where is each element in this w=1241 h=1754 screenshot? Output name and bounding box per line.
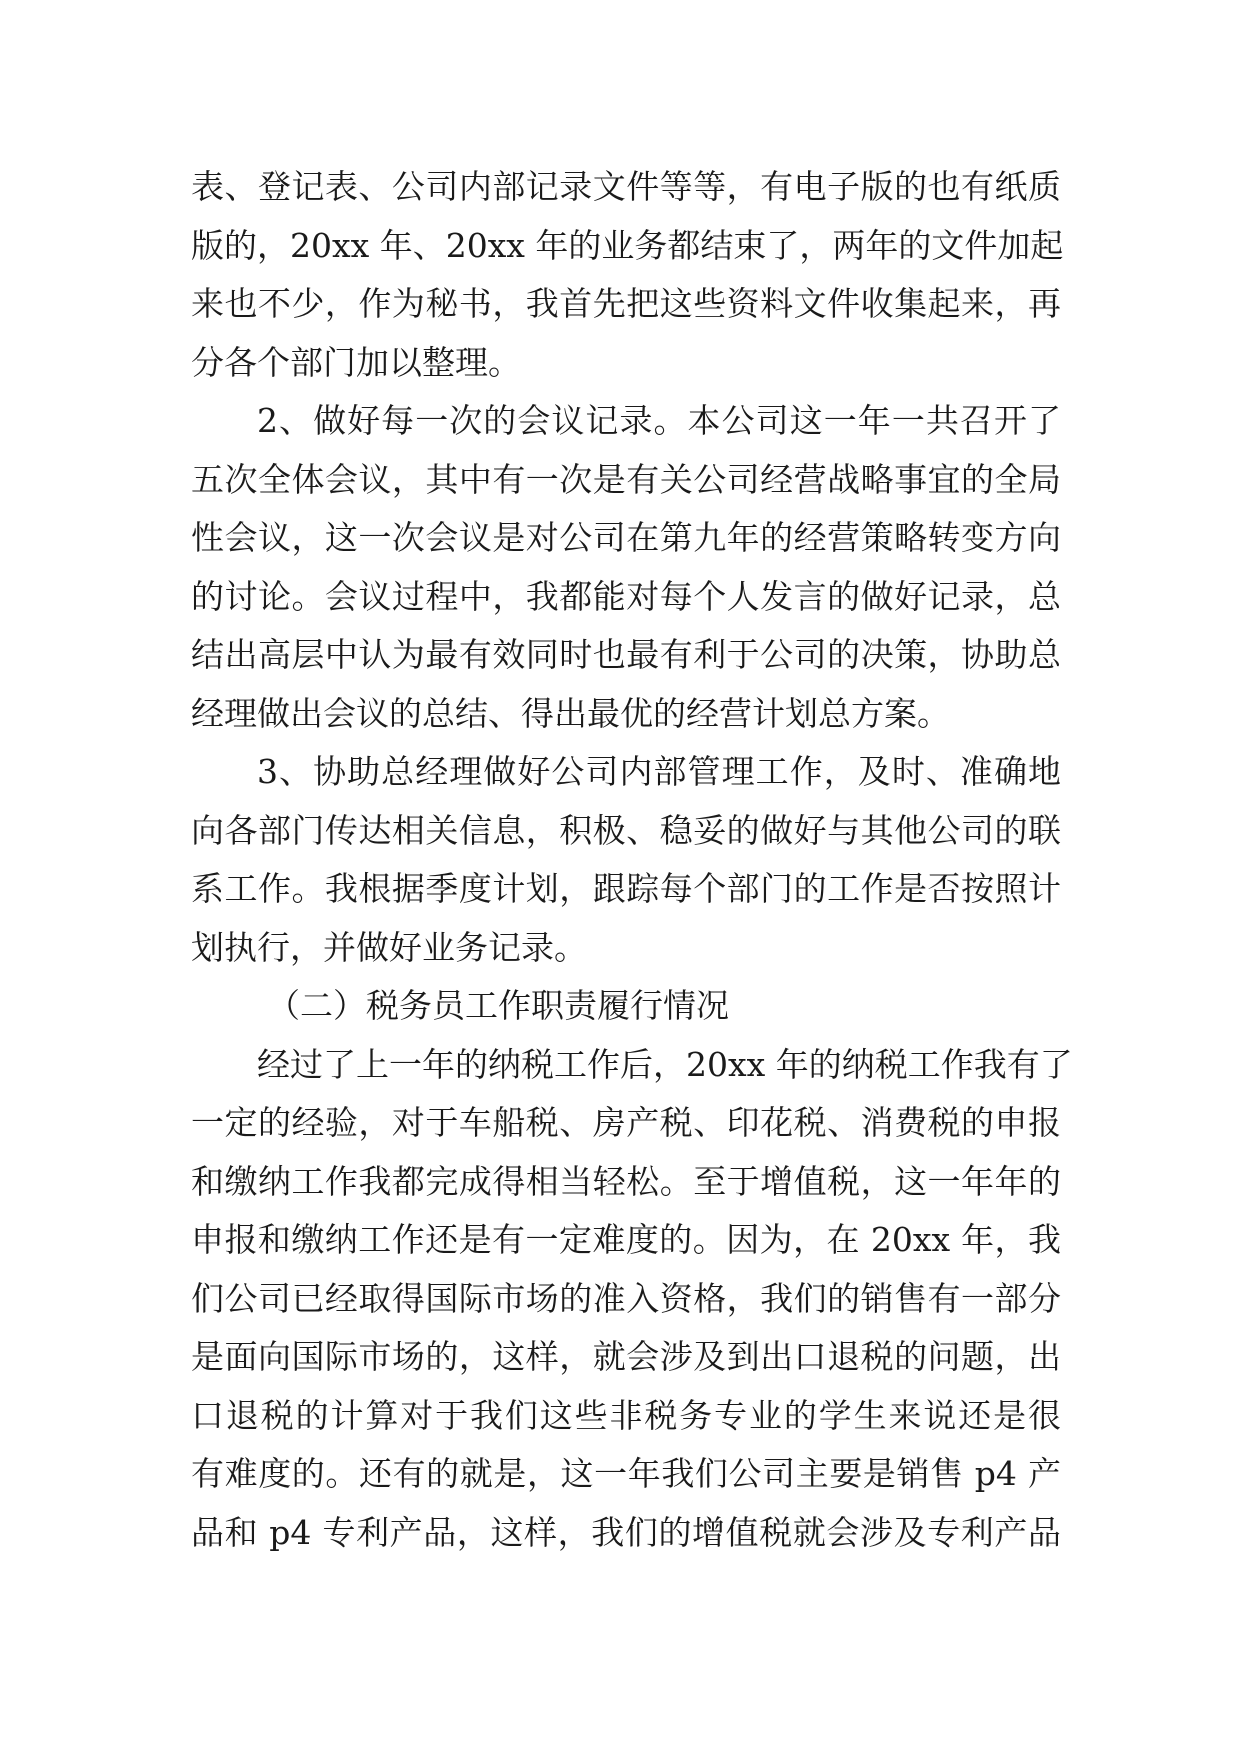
body-text [191,158,1073,1562]
text-line: 有难度的。还有的就是，这一年我们公司主要是销售 p4 产 [191,1454,1061,1493]
text-line: 口退税的计算对于我们这些非税务专业的学生来说还是很 [191,1395,1061,1435]
text-line: 五次全体会议，其中有一次是有关公司经营战略事宜的全局 [191,459,1061,499]
text-line: 经理做出会议的总结、得出最优的经营计划总方案。 [191,693,950,733]
text-line: 来也不少，作为秘书，我首先把这些资料文件收集起来，再 [191,284,1061,323]
text-line: 的讨论。会议过程中，我都能对每个人发言的做好记录，总 [191,576,1061,616]
text-line: 申报和缴纳工作还是有一定难度的。因为，在 20xx 年，我 [191,1220,1061,1259]
text-line: 和缴纳工作我都完成得相当轻松。至于增值税，这一年年的 [191,1161,1061,1201]
text-line: 系工作。我根据季度计划，跟踪每个部门的工作是否按照计 [191,869,1061,908]
text-line: 向各部门传达相关信息，积极、稳妥的做好与其他公司的联 [191,810,1061,850]
text-line: 表、登记表、公司内部记录文件等等，有电子版的也有纸质 [191,167,1061,206]
text-line: 经过了上一年的纳税工作后，20xx 年的纳税工作我有了 [257,1044,1073,1084]
text-line: 版的，20xx 年、20xx 年的业务都结束了，两年的文件加起 [191,225,1064,265]
text-line: 品和 p4 专利产品，这样，我们的增值税就会涉及专利产品 [191,1512,1061,1552]
text-line: 一定的经验，对于车船税、房产税、印花税、消费税的申报 [191,1103,1061,1142]
text-line: 是面向国际市场的，这样，就会涉及到出口退税的问题，出 [191,1337,1061,1376]
text-line: 们公司已经取得国际市场的准入资格，我们的销售有一部分 [191,1278,1061,1318]
text-line: 分各个部门加以整理。 [191,342,521,382]
text-line: 2、做好每一次的会议记录。本公司这一年一共召开了 [257,401,1061,440]
text-line: 3、协助总经理做好公司内部管理工作，及时、准确地 [257,752,1061,791]
text-line: 结出高层中认为最有效同时也最有利于公司的决策，协助总 [191,635,1061,674]
text-line: 划执行，并做好业务记录。 [191,927,587,967]
text-line: 性会议，这一次会议是对公司在第九年的经营策略转变方向 [191,518,1061,557]
section-heading: （二）税务员工作职责履行情况 [267,986,729,1025]
